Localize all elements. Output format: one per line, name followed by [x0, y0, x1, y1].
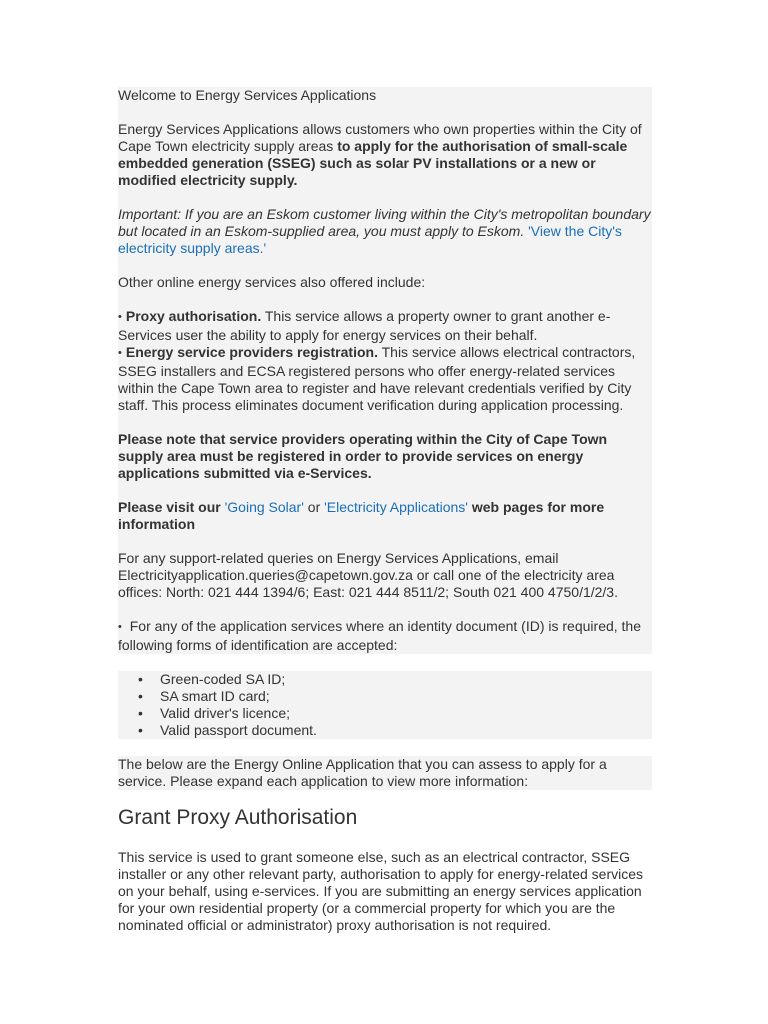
list-item	[138, 705, 652, 722]
support-paragraph: For any support-related queries on Energy Services Applications, email Electricityapplication.queries@capetown.gov.za or call one of the electricity area offices: North: 021 444 1394/6; East: 021 444 8511/2; South 021 400 4750/1/2/3.	[118, 550, 618, 600]
intro-text: Energy Services Applications allows customers who own properties within the City of Cape Town electricity supply areas	[118, 121, 642, 154]
bullet-icon: •	[118, 621, 122, 633]
other-services-text: Other online energy services also offered include:	[118, 274, 426, 290]
important-paragraph	[118, 206, 652, 257]
intro-paragraph	[118, 121, 652, 189]
list-item	[138, 688, 652, 705]
id-note-paragraph	[118, 618, 652, 654]
going-solar-link[interactable]: 'Going Solar'	[224, 499, 304, 515]
service-text: This service allows electrical contractors, SSEG installers and ECSA registered persons who offer energy-related services within the Cape Town area to register and have relevant credentials verified by City staff. This process eliminates document verification during application processing.	[118, 344, 636, 413]
below-paragraph: The below are the Energy Online Application that you can assess to apply for a service. Please expand each application to view more information:	[118, 756, 607, 789]
note-paragraph	[118, 431, 652, 482]
id-list	[118, 671, 652, 739]
list-item	[138, 671, 652, 688]
service-title: Proxy authorisation.	[125, 308, 262, 324]
bullet-icon: •	[118, 311, 122, 323]
important-text: Important: If you are an Eskom customer living within the City's metropolitan boundary but located in an Eskom-supplied area, you must apply to Eskom.	[118, 206, 651, 239]
id-list-block	[118, 671, 652, 739]
list-item-text: Valid driver's licence;	[160, 705, 291, 721]
section-body: This service is used to grant someone else, such as an electrical contractor, SSEG installer or any other relevant party, authorisation to apply for energy-related services on your behalf, using e-services. If you are submitting an energy services application for your own residential property (or a commercial property for which you are the nominated official or administrator) proxy authorisation is not required.	[118, 849, 644, 933]
spacer	[118, 654, 652, 671]
service-item-providers	[118, 344, 652, 414]
service-item-proxy	[118, 308, 652, 344]
bullet-icon: •	[138, 688, 143, 704]
intro-bold-text: to apply for the authorisation of small-scale embedded generation (SSEG) such as solar PV installations or a new or modified electricity supply.	[118, 138, 628, 188]
section-title: Grant Proxy Authorisation	[118, 806, 358, 829]
visit-prefix: Please visit our	[118, 499, 225, 515]
visit-suffix: web pages for more information	[118, 499, 605, 532]
bullet-icon: •	[118, 347, 122, 359]
list-item-text: Green-coded SA ID;	[160, 671, 286, 687]
list-item-text: SA smart ID card;	[160, 688, 270, 704]
list-item-text: Valid passport document.	[160, 722, 317, 738]
service-title: Energy service providers registration.	[125, 344, 378, 360]
spacer	[118, 739, 652, 756]
bullet-icon: •	[138, 671, 143, 687]
shaded-intro-block	[118, 87, 652, 654]
document-page	[118, 87, 652, 934]
list-item	[138, 722, 652, 739]
visit-paragraph	[118, 499, 652, 533]
supply-areas-link[interactable]: 'View the City's electricity supply areas.'	[118, 223, 622, 256]
note-text: Please note that service providers operating within the City of Cape Town supply area must be registered in order to provide services on energy applications submitted via e-Services.	[118, 431, 608, 481]
visit-or: or	[303, 499, 325, 515]
welcome-heading: Welcome to Energy Services Applications	[118, 87, 377, 103]
electricity-applications-link[interactable]: 'Electricity Applications'	[324, 499, 468, 515]
bullet-icon: •	[138, 722, 143, 738]
service-text: This service allows a property owner to grant another e-Services user the ability to apply for energy services on their behalf.	[118, 308, 611, 343]
below-block	[118, 756, 652, 790]
id-note-text: For any of the application services where an identity document (ID) is required, the following forms of identification are accepted:	[118, 618, 642, 653]
bullet-icon: •	[138, 705, 143, 721]
